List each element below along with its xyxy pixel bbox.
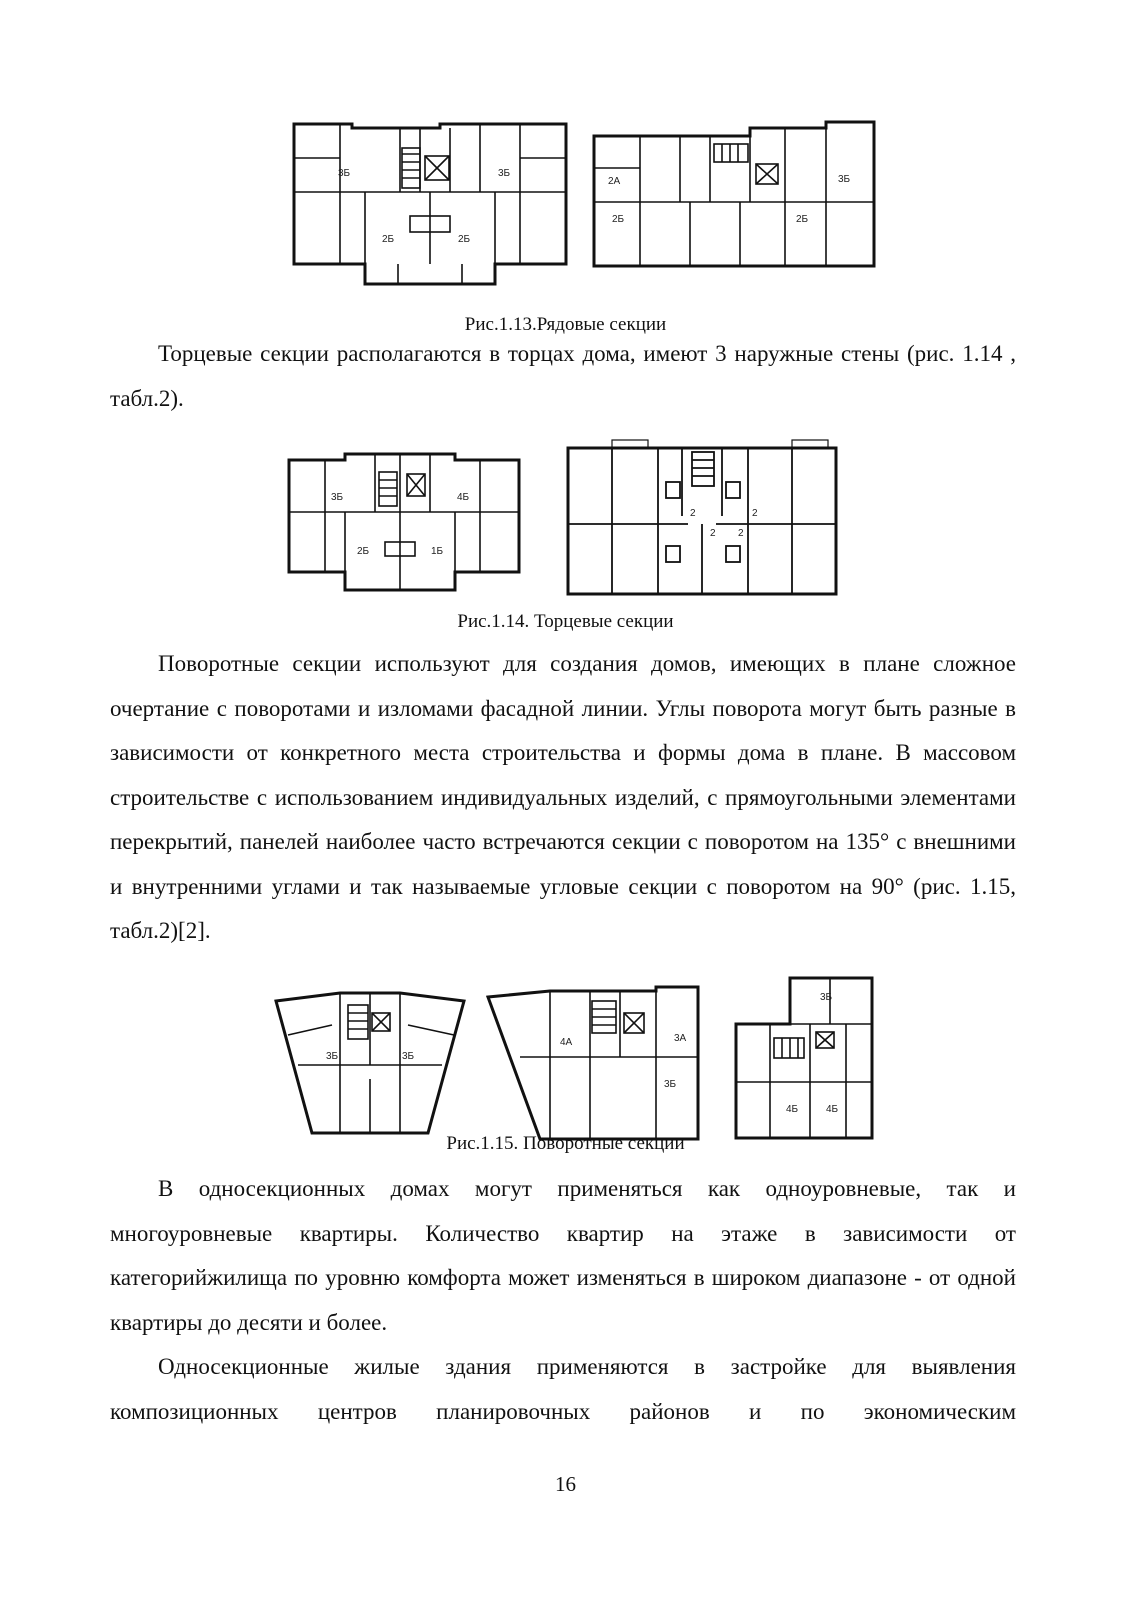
- plan-label: 2Б: [382, 234, 395, 245]
- plan-label: 3Б: [838, 174, 851, 185]
- plan-label: 3Б: [820, 992, 833, 1003]
- plan-label: 3А: [674, 1033, 687, 1044]
- plan-label: 1Б: [431, 546, 444, 557]
- figure-1-14-plan-a: [285, 446, 525, 606]
- figure-caption: Рис.1.13.Рядовые секции: [464, 314, 667, 335]
- paragraph: Односекционные жилые здания применяются в застройке для выявления композиционных центров планировочных районов и по экономическим: [110, 1354, 1016, 1424]
- plan-label: 2Б: [357, 546, 370, 557]
- plan-label: 3Б: [331, 492, 344, 503]
- figure-caption: Рис.1.15. Поворотные секции: [446, 1133, 685, 1154]
- plan-label: 2Б: [612, 214, 625, 225]
- plan-label: 3Б: [664, 1079, 677, 1090]
- page-number: 16: [555, 1472, 576, 1496]
- figure-caption: Рис.1.14. Торцевые секции: [457, 611, 674, 632]
- plan-label: 2: [738, 528, 744, 539]
- plan-label: 3Б: [338, 168, 351, 179]
- paragraph: Торцевые секции располагаются в торцах дома, имеют 3 наружные стены (рис. 1.14 , табл.2).: [110, 341, 1016, 411]
- figure-1-15-plan-c: [730, 972, 900, 1147]
- plan-label: 2Б: [458, 234, 471, 245]
- plan-label: 3Б: [402, 1051, 415, 1062]
- figure-1-14-plan-b: [562, 436, 842, 606]
- plan-label: 2А: [608, 176, 621, 187]
- paragraph: Поворотные секции используют для создания домов, имеющих в плане сложное очертание с поворотами и изломами фасадной линии. Углы поворота могут быть разные в зависимости от конкретного места строительства и формы дома в плане. В массовом строительстве с использованием индивидуальных изделий, с прямоугольными элементами перекрытий, панелей наиболее часто встречаются секции с поворотом на 135° с внешними и внутренними углами и так называемые угловые секции с поворотом на 90° (рис. 1.15, табл.2)[2].: [110, 651, 1016, 943]
- plan-label: 3Б: [326, 1051, 339, 1062]
- figure-1-15-plan-b: [480, 983, 705, 1145]
- plan-label: 4А: [560, 1037, 573, 1048]
- plan-label: 2: [710, 528, 716, 539]
- plan-label: 4Б: [786, 1104, 799, 1115]
- plan-label: 4Б: [826, 1104, 839, 1115]
- plan-label: 3Б: [498, 168, 511, 179]
- figure-1-15-plan-a: [268, 985, 473, 1145]
- plan-label: 2Б: [796, 214, 809, 225]
- paragraph: В односекционных домах могут применяться как одноуровневые, так и многоуровневые квартиры. Количество квартир на этаже в зависимости от категорийжилища по уровню комфорта может изменяться в широком диапазоне - от одной квартиры до десяти и более.: [110, 1176, 1016, 1335]
- figure-1-13-plan-a: [290, 118, 570, 290]
- plan-label: 2: [690, 508, 696, 519]
- plan-label: 4Б: [457, 492, 470, 503]
- plan-label: 2: [752, 508, 758, 519]
- figure-1-13-plan-b: [590, 118, 880, 273]
